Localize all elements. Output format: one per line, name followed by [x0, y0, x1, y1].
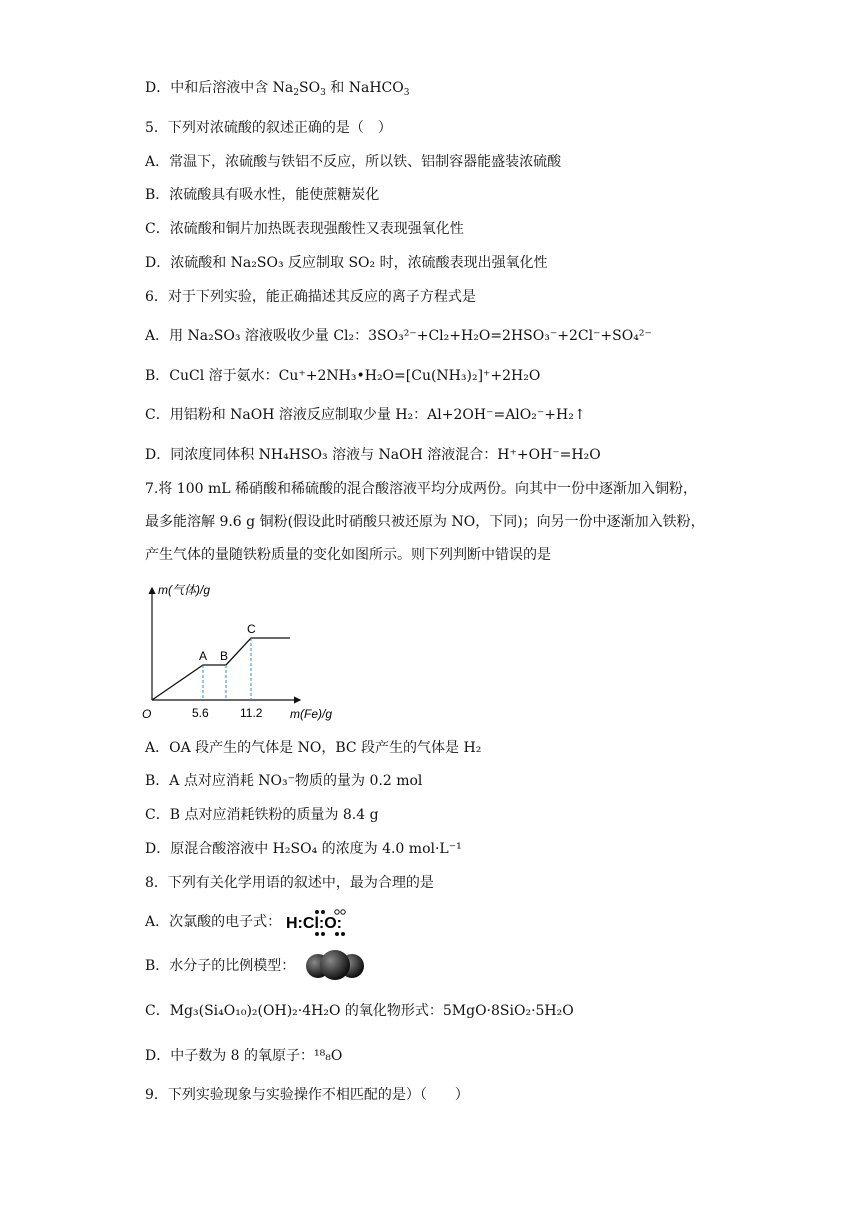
water-space-filling-model — [302, 945, 370, 985]
x-axis-label: m(Fe)/g — [290, 707, 332, 721]
q4-option-d: D．中和后溶液中含 $Na_2SO_3$ 和 NaHCO$_3$ — [145, 80, 410, 98]
q5-option-b: B．浓硫酸具有吸水性，能使蔗糖炭化 — [145, 187, 380, 203]
point-a-label: A — [199, 649, 208, 663]
point-c-label: C — [247, 622, 256, 636]
q7-option-a: A．OA 段产生的气体是 NO，BC 段产生的气体是 H₂ — [145, 740, 482, 756]
q6-option-a: A．用 Na₂SO₃ 溶液吸收少量 Cl₂：3SO₃²⁻+Cl₂+H₂O=2HSO₃⁻+2Cl⁻+SO₄²⁻ — [145, 328, 652, 344]
q8-stem: 8．下列有关化学用语的叙述中，最为合理的是 — [145, 875, 434, 891]
q9-stem: 9．下列实验现象与实验操作不相匹配的是）（ ） — [145, 1087, 469, 1103]
q8-option-b: B．水分子的比例模型： — [145, 958, 296, 974]
tick-5-6: 5.6 — [192, 706, 209, 720]
q8-option-a: A．次氯酸的电子式： — [145, 914, 282, 930]
q6-option-c: C．用铝粉和 NaOH 溶液反应制取少量 H₂：Al+2OH⁻=AlO₂⁻+H₂↑ — [145, 407, 586, 423]
q6-option-d: D．同浓度同体积 NH₄HSO₃ 溶液与 NaOH 溶液混合：H⁺+OH⁻=H₂O — [145, 447, 601, 463]
q5-stem: 5．下列对浓硫酸的叙述正确的是（ ） — [145, 120, 392, 136]
q7-option-b: B．A 点对应消耗 NO₃⁻物质的量为 0.2 mol — [145, 773, 423, 789]
q8-option-c: C．Mg₃(Si₄O₁₀)₂(OH)₂·4H₂O 的氧化物形式：5MgO·8SiO₂·5H₂O — [145, 1003, 574, 1019]
q7-stem-line3: 产生气体的量随铁粉质量的变化如图所示。则下列判断中错误的是 — [145, 547, 551, 563]
q6-option-b: B．CuCl 溶于氨水：Cu⁺+2NH₃•H₂O=[Cu(NH₃)₂]⁺+2H₂O — [145, 368, 541, 384]
tick-11-2: 11.2 — [240, 706, 263, 720]
point-b-label: B — [220, 649, 229, 663]
origin-label: O — [142, 707, 152, 721]
q7-option-c: C．B 点对应消耗铁粉的质量为 8.4 g — [145, 807, 379, 823]
q8-option-d: D．中子数为 8 的氧原子：¹⁸₈O — [145, 1048, 343, 1064]
hclo-electron-structure — [284, 905, 364, 939]
q7-stem-line1: 7.将 100 mL 稀硝酸和稀硫酸的混合酸溶液平均分成两份。向其中一份中逐渐加入铜粉， — [145, 481, 697, 497]
q7-stem-line2: 最多能溶解 9.6 g 铜粉(假设此时硝酸只被还原为 NO，下同)；向另一份中逐渐加入铁粉， — [145, 514, 705, 530]
q7-graph — [140, 578, 360, 728]
q5-option-d: D．浓硫酸和 Na₂SO₃ 反应制取 SO₂ 时，浓硫酸表现出强氧化性 — [145, 255, 548, 271]
q5-option-a: A．常温下，浓硫酸与铁铝不反应，所以铁、铝制容器能盛装浓硫酸 — [145, 154, 562, 170]
q5-option-c: C．浓硫酸和铜片加热既表现强酸性又表现强氧化性 — [145, 221, 464, 237]
q7-option-d: D．原混合酸溶液中 H₂SO₄ 的浓度为 4.0 mol·L⁻¹ — [145, 841, 462, 857]
gas-curve — [152, 638, 290, 700]
svg-text:H:Cl:O:: H:Cl:O: — [286, 915, 342, 932]
q6-stem: 6．对于下列实验，能正确描述其反应的离子方程式是 — [145, 289, 476, 305]
y-axis-label: m(气体)/g — [158, 583, 210, 597]
